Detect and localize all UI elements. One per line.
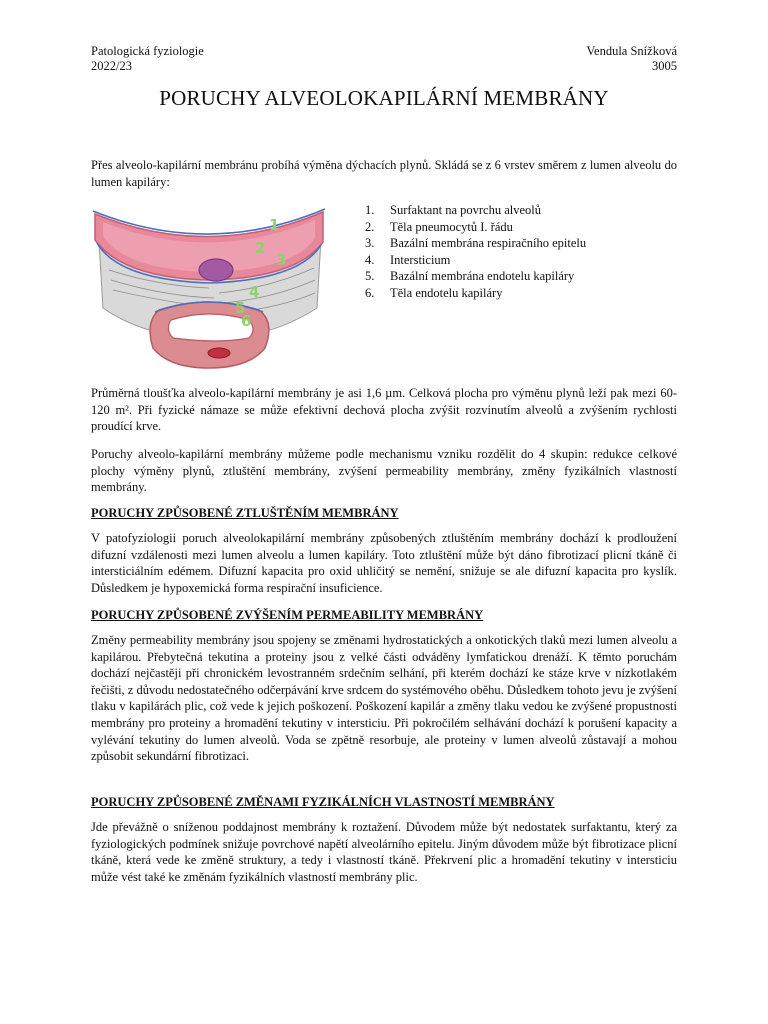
- header-left: [91, 44, 204, 74]
- membrane-layers-list: [365, 202, 685, 302]
- section-text-permeability: Změny permeability membrány jsou spojeny se změnami hydrostatických a onkotických tlaků mezi lumen alveolu a kapilárou. Přebytečná tekutina a proteiny jsou z velké části odváděny lymfatickou drenáží. K těmto poruchám dochází nejčastěji při chronickém levostranném srdečním selhání, při kterém dochází ke stáze krve v nízkotlakém řečišti, z důvodu nedostatečného odčerpávání krve srdcem do systémového oběhu. Důsledkem tohoto jevu je zvýšení tlaku v kapilárách plic, což vede k jejich poškození. Poškození kapilár a změny tlaku vedou ke zvýšené propustnosti membrány pro proteiny a hromadění tekutiny v intersticiu. Při pokročilém selhávání dochází k porušení kapacity a vylévání tekutiny do lumen alveolů. Voda se zpětně resorbuje, ale proteiny v lumen alveolů zůstavají a mohou způsobit sekundární fibrotizaci.: [91, 633, 677, 764]
- academic-year: 2022/23: [91, 59, 132, 73]
- pneumocyte-nucleus: [199, 259, 233, 281]
- course-name: Patologická fyziologie: [91, 44, 204, 58]
- section-text-physical: Jde převážně o sníženou poddajnost membrány k roztažení. Důvodem může být nedostatek surfaktantu, který za fyziologických podmínek snižuje povrchové napětí alveolárního epitelu. Jiným důvodem může být fibrotizace plicní tkáně, která vede ke změně struktury, a tedy i vlastností tkáně. Překrvení plic a hromadění tekutiny v intersticiu může vést také ke změnám fyzikálních vlastností membrány plic.: [91, 820, 677, 884]
- figure-label-2: 2: [255, 239, 266, 257]
- header-right: [586, 44, 677, 74]
- red-blood-cell: [208, 348, 230, 358]
- list-item: 1. Surfaktant na povrchu alveolů: [365, 203, 541, 217]
- list-item: 4. Intersticium: [365, 252, 451, 267]
- figure-label-6: 6: [241, 312, 252, 330]
- list-item: 6. Těla endotelu kapiláry: [365, 285, 503, 300]
- list-item: 3. Bazální membrána respiračního epitelu: [365, 236, 587, 251]
- section-text-thickening: V patofyziologii poruch alveolokapilární membrány způsobených ztluštěním membrány dochází k prodloužení difuzní vzdálenosti mezi lumen alveolu a lumen kapiláry. Toto ztluštění může být dáno fibrotizací plicní tkáně či intersticiálním edémem. Difuzní kapacita pro oxid uhličitý se nemění, snižuje se ale difuzní kapacita pro kyslík. Důsledkem je hypoxemická forma respirační insuficience.: [91, 531, 677, 595]
- author-name: Vendula Snížková: [586, 44, 677, 58]
- author-code: 3005: [652, 59, 677, 73]
- thickness-paragraph: Průměrná tloušťka alveolo-kapilární membrány je asi 1,6 µm. Celková plocha pro výměnu plynů leží pak mezi 60-120 m². Při fyzické námaze se může efektivní dechová plocha zvýšit rozvinutím alveolů a zvýšením rychlosti proudící krve.: [91, 386, 677, 434]
- figure-label-1: 1: [269, 216, 280, 234]
- page-title: PORUCHY ALVEOLOKAPILÁRNÍ MEMBRÁNY: [159, 86, 609, 110]
- list-item: 5. Bazální membrána endotelu kapiláry: [365, 269, 575, 284]
- figure-label-5: 5: [235, 299, 246, 317]
- intro-paragraph: Přes alveolo-kapilární membránu probíhá výměna dýchacích plynů. Skládá se z 6 vrstev směrem z lumen alveolu do lumen kapiláry:: [91, 158, 677, 189]
- list-item: 2. Těla pneumocytů I. řádu: [365, 219, 513, 234]
- figure-label-3: 3: [276, 251, 287, 269]
- membrane-illustration: [89, 208, 329, 373]
- figure-label-4: 4: [249, 283, 260, 301]
- section-heading-permeability: PORUCHY ZPŮSOBENÉ ZVÝŠENÍM PERMEABILITY MEMBRÁNY: [91, 608, 484, 622]
- section-heading-thickening: PORUCHY ZPŮSOBENÉ ZTLUŠTĚNÍM MEMBRÁNY: [91, 506, 399, 520]
- groups-paragraph: Poruchy alveolo-kapilární membrány můžeme podle mechanismu vzniku rozdělit do 4 skupin: redukce celkové plochy výměny plynů, ztluštění membrány, zvýšení permeability membrány, změny fyzikálních vlastností membrány.: [91, 447, 677, 495]
- section-heading-physical: PORUCHY ZPŮSOBENÉ ZMĚNAMI FYZIKÁLNÍCH VLASTNOSTÍ MEMBRÁNY: [91, 795, 555, 809]
